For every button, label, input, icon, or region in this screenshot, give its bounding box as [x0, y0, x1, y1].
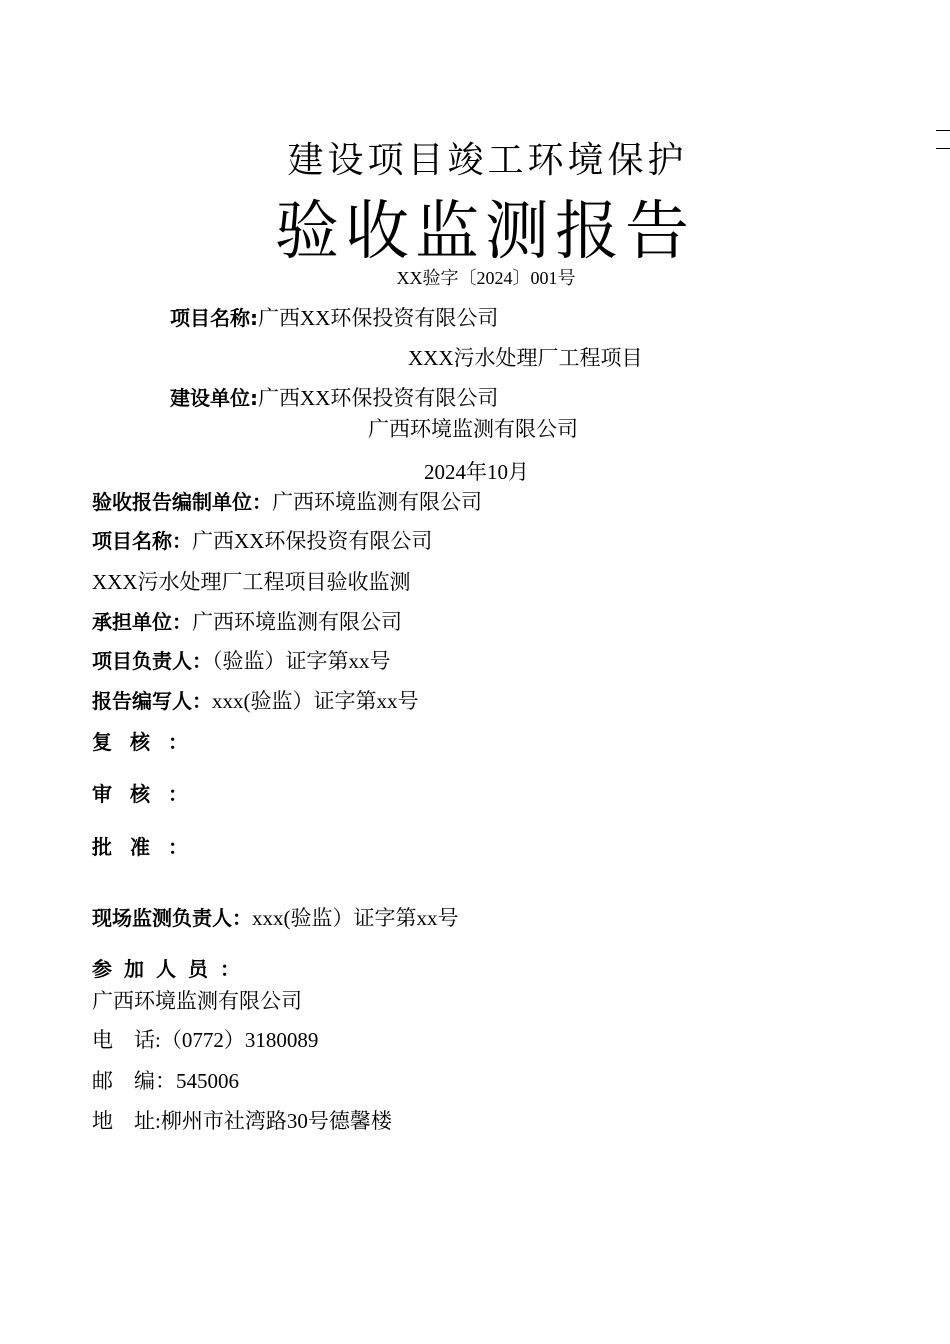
project-label: 项目名称：	[92, 529, 192, 553]
cover-builder-label: 建设单位:	[170, 386, 258, 410]
writer-value: xxx(验监）证字第xx号	[212, 689, 419, 713]
review-row	[92, 726, 206, 755]
cover-project-name	[170, 302, 498, 332]
edge-mark	[936, 130, 950, 131]
undertaker-row	[92, 606, 402, 636]
leader-row	[92, 645, 391, 675]
project-row	[92, 525, 432, 555]
project-line-2: XXX污水处理厂工程项目验收监测	[92, 570, 411, 594]
cover-builder	[170, 382, 498, 412]
participants-label: 参加人员：	[92, 957, 252, 981]
address-line: 地 址:柳州市社湾路30号德馨楼	[92, 1109, 392, 1133]
undertaker-label: 承担单位：	[92, 610, 192, 634]
approve-label: 批准：	[92, 835, 206, 859]
writer-label: 报告编写人：	[92, 689, 212, 713]
leader-value: （验监）证字第xx号	[212, 649, 391, 673]
review-label: 复核：	[92, 730, 206, 754]
cover-project-value: 广西XX环保投资有限公司	[258, 306, 499, 330]
audit-row	[92, 778, 206, 807]
leader-label: 项目负责人：	[92, 649, 212, 673]
cover-project-value-2: XXX污水处理厂工程项目	[408, 346, 643, 370]
phone-line: 电 话:（0772）3180089	[92, 1028, 319, 1052]
cover-monitor-org: 广西环境监测有限公司	[368, 417, 578, 441]
project-value: 广西XX环保投资有限公司	[192, 529, 433, 553]
field-leader-value: xxx(验监）证字第xx号	[252, 906, 459, 930]
compiler-value: 广西环境监测有限公司	[272, 490, 482, 514]
cover-date: 2024年10月	[424, 460, 529, 484]
participants-row	[92, 953, 252, 982]
postcode-line: 邮 编：545006	[92, 1069, 239, 1093]
undertaker-value: 广西环境监测有限公司	[192, 610, 402, 634]
cover-builder-value: 广西XX环保投资有限公司	[258, 386, 499, 410]
field-leader-row	[92, 902, 459, 932]
doc-number: XX验字〔2024〕001号	[396, 268, 576, 288]
approve-row	[92, 831, 206, 860]
writer-row	[92, 685, 419, 715]
company-name: 广西环境监测有限公司	[92, 989, 302, 1013]
cover-project-label: 项目名称:	[170, 306, 258, 330]
title-line-1: 建设项目竣工环境保护	[287, 140, 688, 181]
field-leader-label: 现场监测负责人：	[92, 906, 252, 930]
audit-label: 审核：	[92, 782, 206, 806]
compiler-row	[92, 486, 482, 516]
title-line-2: 验收监测报告	[275, 195, 695, 269]
compiler-label: 验收报告编制单位：	[92, 490, 272, 514]
